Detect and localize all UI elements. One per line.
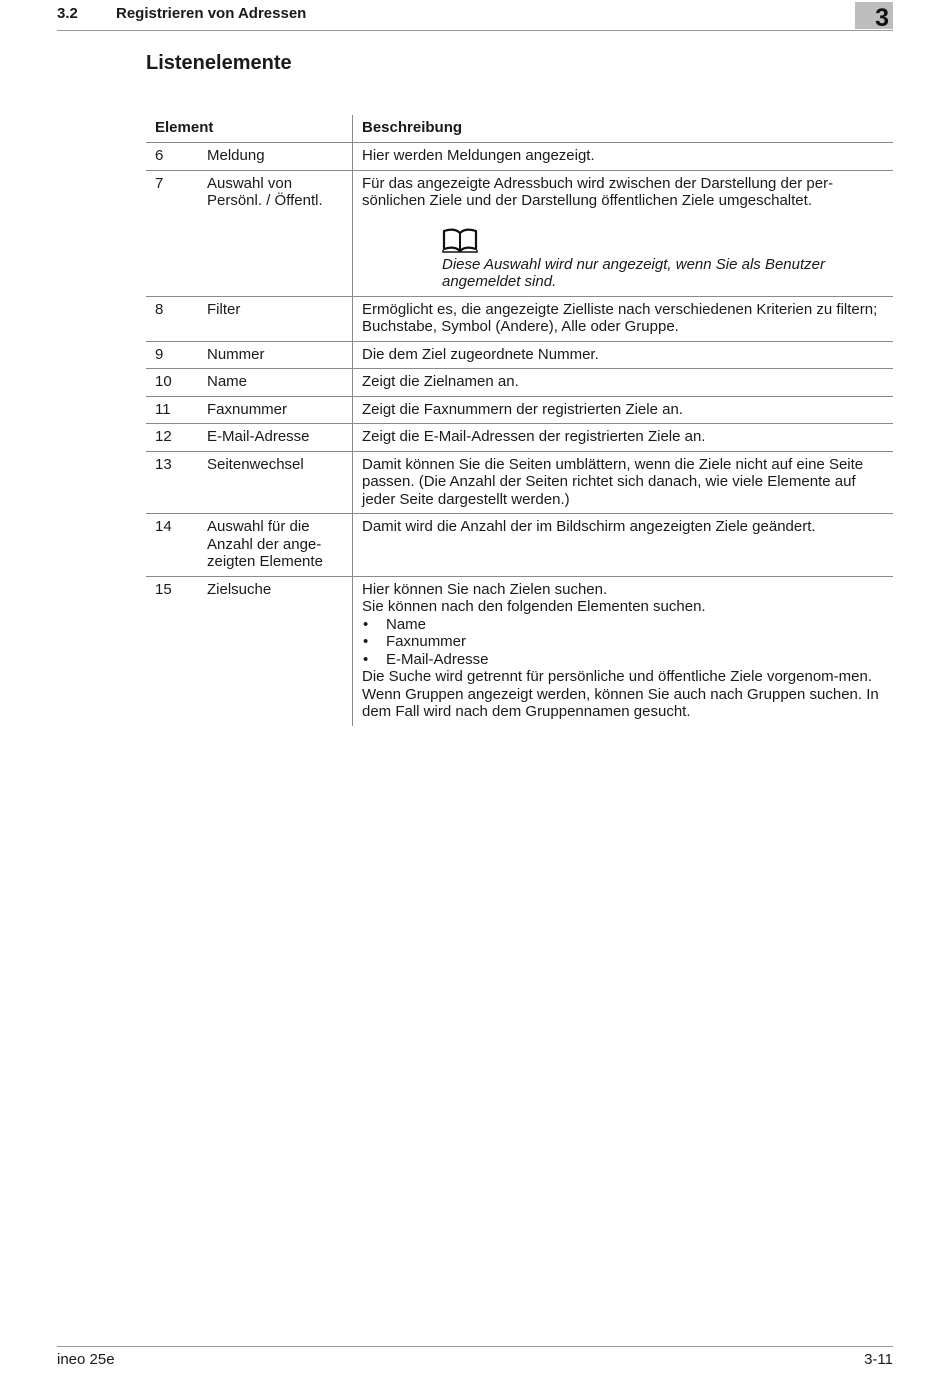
list-item: • Name [362, 616, 885, 634]
row-description-cell [353, 576, 894, 726]
table-row [146, 170, 893, 296]
list-item: • E-Mail-Adresse [362, 651, 885, 669]
table-header-row [146, 115, 893, 143]
product-name: ineo 25e [57, 1351, 115, 1368]
column-header-element: Element [146, 115, 353, 143]
row-element: Auswahl für die Anzahl der ange-zeigten Elemente [198, 514, 353, 577]
row-number: 15 [155, 580, 172, 598]
description-line: Hier können Sie nach Zielen suchen. [362, 580, 608, 598]
column-header-description: Beschreibung [353, 115, 894, 143]
table-row [146, 424, 893, 452]
row-description: Hier werden Meldungen angezeigt. [353, 143, 894, 171]
row-description: Zeigt die E-Mail-Adressen der registrierten Ziele an. [353, 424, 894, 452]
row-element: E-Mail-Adresse [198, 424, 353, 452]
row-number: 6 [146, 143, 198, 171]
row-element: Seitenwechsel [198, 451, 353, 514]
row-description: Damit wird die Anzahl der im Bildschirm angezeigten Ziele geändert. [353, 514, 894, 577]
row-number: 13 [146, 451, 198, 514]
table-row [146, 341, 893, 369]
search-criteria-list [362, 616, 885, 669]
row-element: Zielsuche [198, 576, 353, 726]
chapter-tab [855, 2, 893, 32]
section-number: 3.2 [57, 5, 78, 22]
table-row [146, 514, 893, 577]
row-description: Zeigt die Faxnummern der registrierten Ziele an. [353, 396, 894, 424]
row-description-cell [353, 170, 894, 296]
section-title: Registrieren von Adressen [116, 5, 307, 22]
row-element: Faxnummer [198, 396, 353, 424]
table-row [146, 143, 893, 171]
table-row [146, 396, 893, 424]
row-element: Name [198, 369, 353, 397]
row-element: Auswahl von Persönl. / Öffentl. [198, 170, 353, 296]
row-number: 11 [146, 396, 198, 424]
page-title: Listenelemente [146, 52, 292, 74]
row-number: 14 [146, 514, 198, 577]
row-element: Nummer [198, 341, 353, 369]
row-description: Damit können Sie die Seiten umblättern, wenn die Ziele nicht auf eine Seite passen. (Die Anzahl der Seiten richtet sich danach, wie viele Elemente auf jeder Seite dargestellt werden.) [353, 451, 894, 514]
description-line: Sie können nach den folgenden Elementen suchen. [362, 598, 706, 615]
table-row [146, 369, 893, 397]
row-number: 9 [146, 341, 198, 369]
page-number: 3-11 [864, 1351, 893, 1368]
row-element: Meldung [198, 143, 353, 171]
list-elements-table [146, 115, 893, 726]
row-description: Die dem Ziel zugeordnete Nummer. [353, 341, 894, 369]
row-number: 7 [146, 170, 198, 296]
row-number: 12 [146, 424, 198, 452]
note-block [442, 228, 885, 291]
row-description: Ermöglicht es, die angezeigte Zielliste nach verschiedenen Kriterien zu filtern; Buchstabe, Symbol (Andere), Alle oder Gruppe. [353, 296, 894, 341]
note-text: Diese Auswahl wird nur angezeigt, wenn Sie als Benutzer angemeldet sind. [442, 255, 825, 290]
row-number: 8 [146, 296, 198, 341]
page-footer [57, 1346, 893, 1368]
row-description: Zeigt die Zielnamen an. [353, 369, 894, 397]
open-book-icon [442, 228, 478, 254]
page-header [57, 0, 893, 31]
description-line: Die Suche wird getrennt für persönliche und öffentliche Ziele vorgenom-men. [362, 668, 872, 685]
row-description: Für das angezeigte Adressbuch wird zwischen der Darstellung der per-sönlichen Ziele und der Darstellung öffentlichen Ziele umgeschaltet. [362, 174, 834, 209]
description-line: Wenn Gruppen angezeigt werden, können Sie auch nach Gruppen suchen. In dem Fall wird nach dem Gruppennamen gesucht. [362, 685, 879, 720]
chapter-number: 3 [875, 4, 889, 32]
row-element: Filter [198, 296, 353, 341]
row-number: 10 [146, 369, 198, 397]
table-row [146, 451, 893, 514]
table-row [146, 576, 893, 726]
list-item: • Faxnummer [362, 633, 885, 651]
table-row [146, 296, 893, 341]
